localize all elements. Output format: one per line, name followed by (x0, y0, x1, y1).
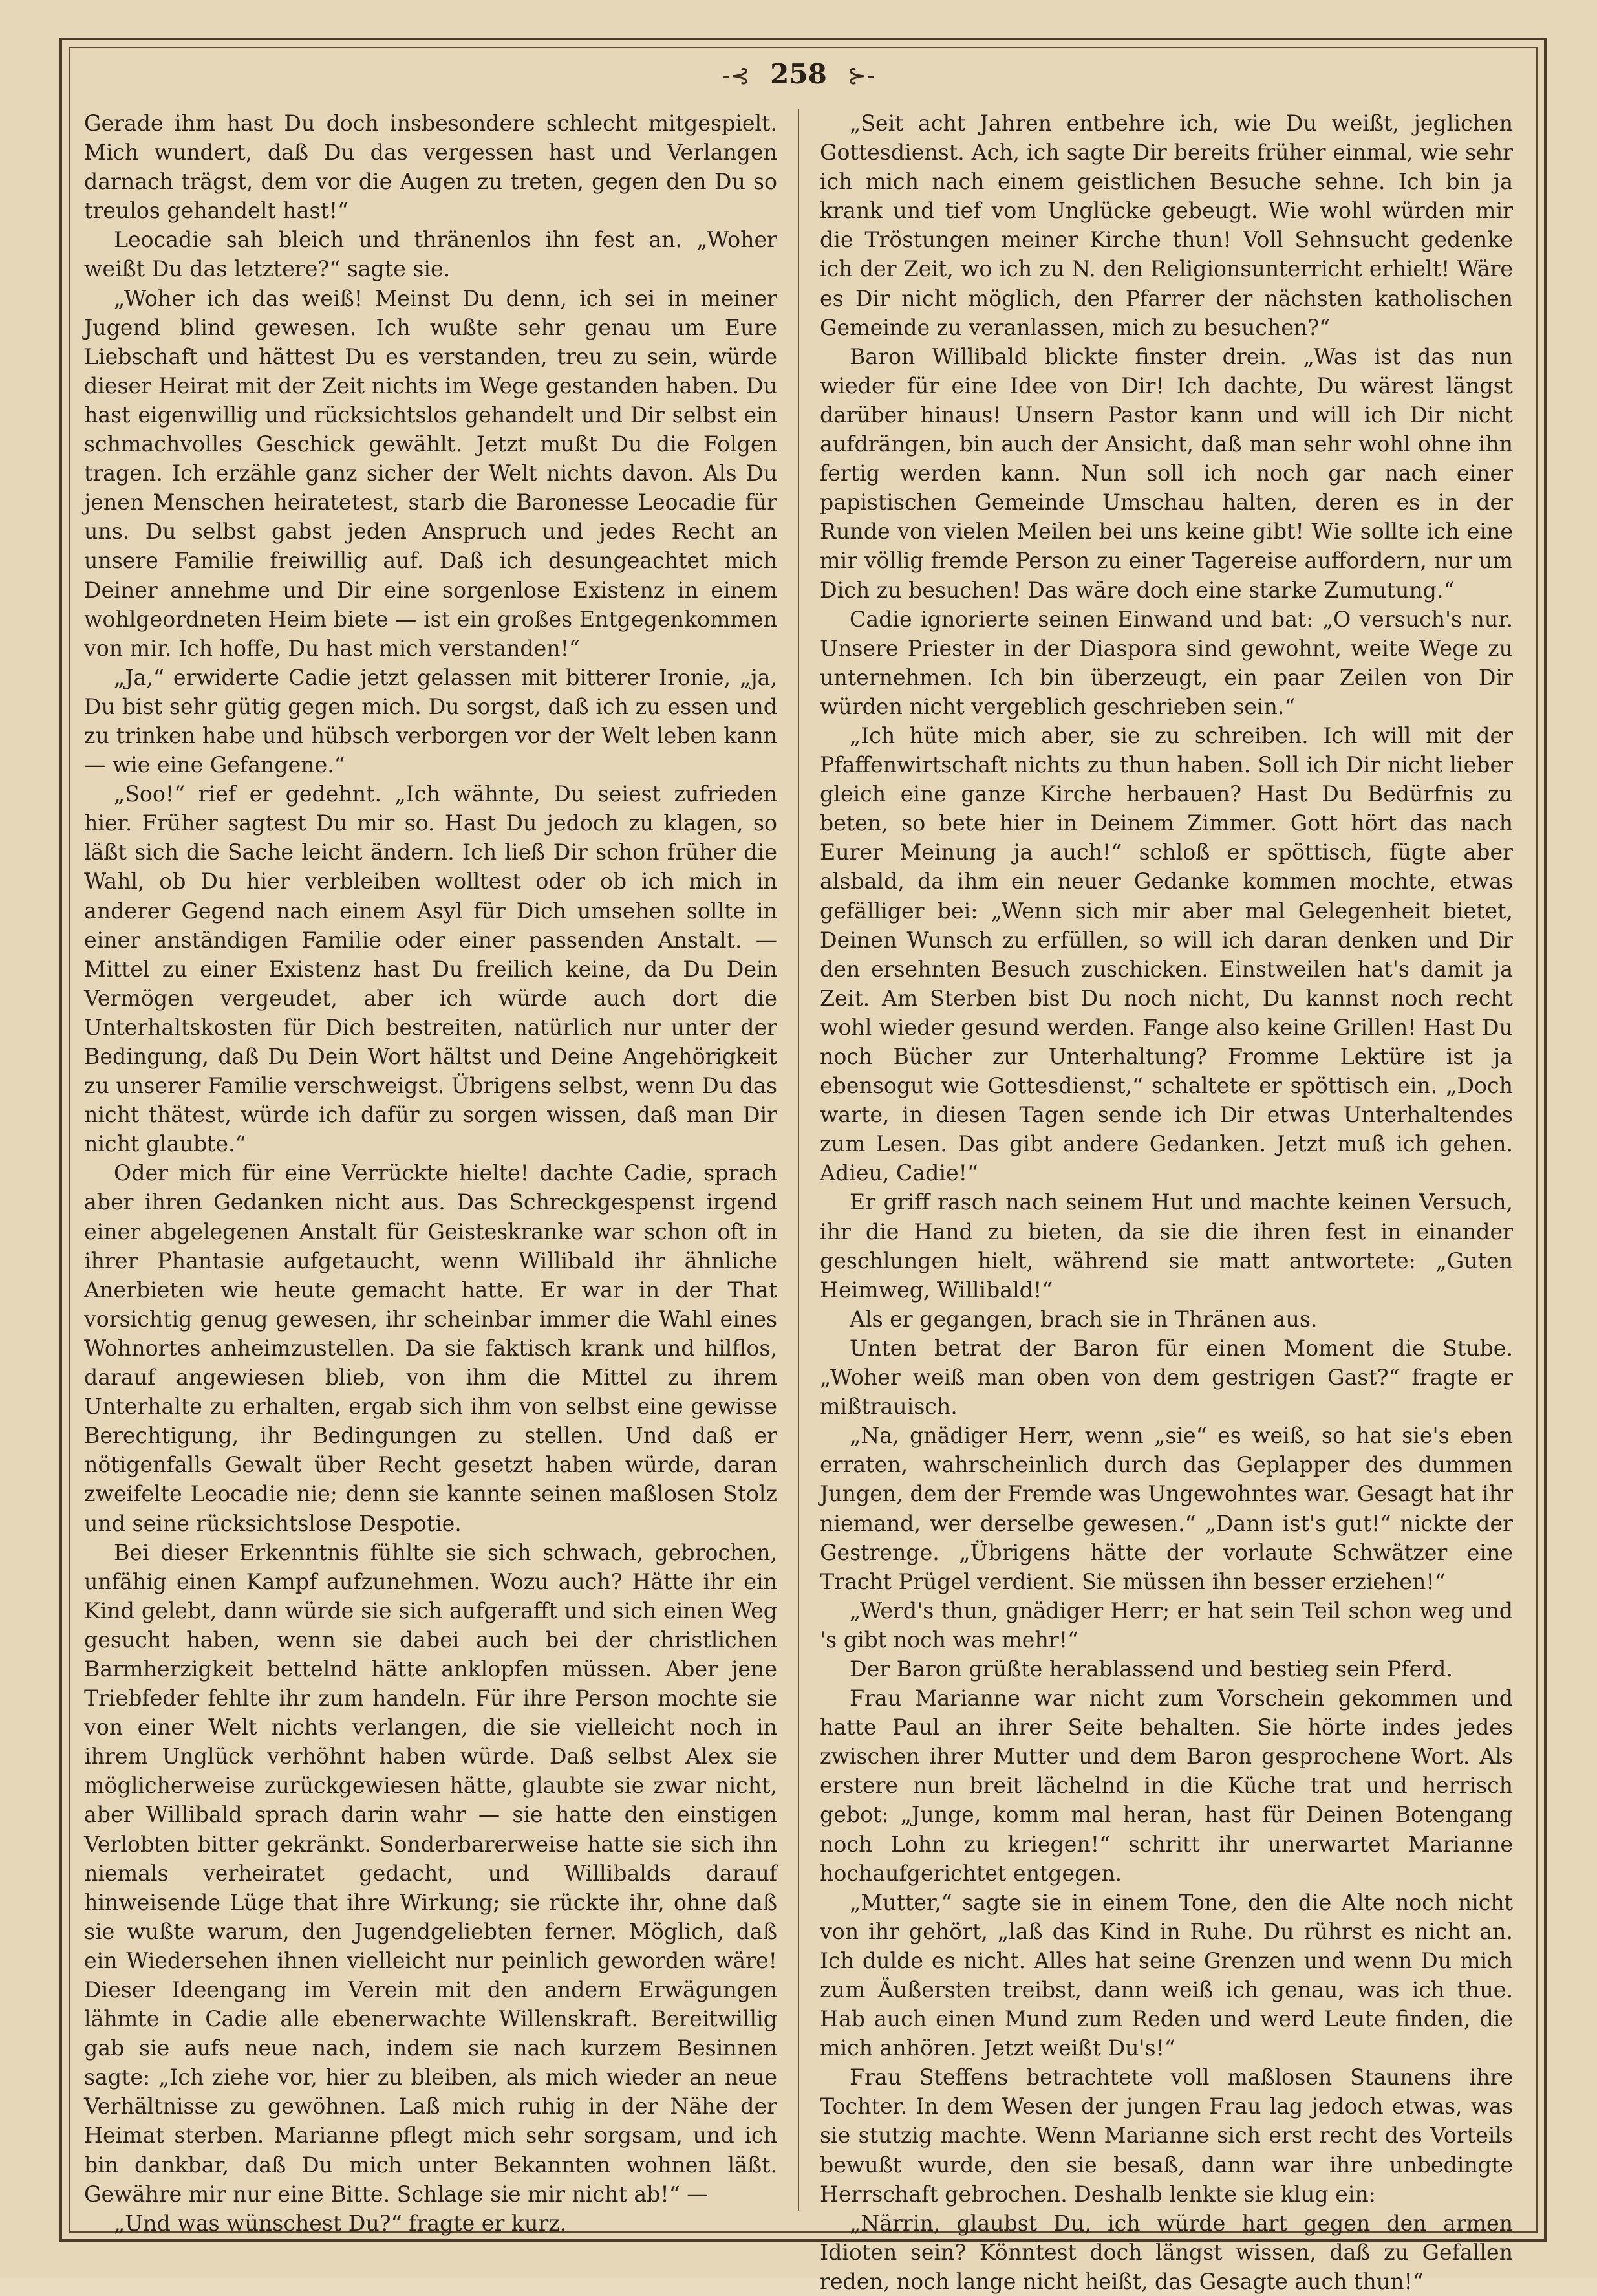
paragraph: „Soo!“ rief er gedehnt. „Ich wähnte, Du seiest zufrieden hier. Früher sagtest Du mir so. Hast Du jedoch zu klagen, so läßt sich die Sache leicht ändern. Ich ließ Dir schon früher die Wahl, ob Du hier verbleiben wolltest oder ob ich mich in anderer Gegend nach einem Asyl für Dich umsehen sollte in einer anständigen Familie oder einer passenden Anstalt. — Mittel zu einer Existenz hast Du freilich keine, da Du Dein Vermögen vergeudet, aber ich würde auch dort die Unterhaltskosten für Dich bestreiten, natürlich nur unter der Bedingung, daß Du Dein Wort hältst und Deine Angehörigkeit zu unserer Familie verschweigst. Übrigens selbst, wenn Du das nicht thätest, würde ich dafür zu sorgen wissen, daß man Dir nicht glaubte.“ (84, 781, 777, 1157)
paragraph: Gerade ihm hast Du doch insbesondere schlecht mitgespielt. Mich wundert, daß Du das vergessen hast und Verlangen darnach trägst, dem vor die Augen zu treten, gegen den Du so treulos gehandelt hast!“ (84, 111, 777, 224)
paragraph: Frau Marianne war nicht zum Vorschein gekommen und hatte Paul an ihrer Seite behalten. Sie hörte indes jedes zwischen ihrer Mutter und dem Baron gesprochene Wort. Als erstere nun breit lächelnd in die Küche trat und herrisch gebot: „Junge, komm mal heran, hast für Deinen Botengang noch Lohn zu kriegen!“ schritt ihr unerwartet Marianne hochaufgerichtet entgegen. (820, 1685, 1513, 1886)
paragraph: Cadie ignorierte seinen Einwand und bat: „O versuch's nur. Unsere Priester in der Diaspora sind gewohnt, weite Wege zu unternehmen. Ich bin überzeugt, ein paar Zeilen von Dir würden nicht vergeblich geschrieben sein.“ (820, 606, 1513, 719)
page-header (0, 52, 1597, 97)
left-column (84, 109, 777, 2236)
paragraph: Als er gegangen, brach sie in Thränen aus. (850, 1306, 1318, 1332)
paragraph: Leocadie sah bleich und thränenlos ihn fest an. „Woher weißt Du das letztere?“ sagte sie. (84, 227, 777, 282)
paragraph: „Mutter,“ sagte sie in einem Tone, den die Alte noch nicht von ihr gehört, „laß das Kind in Ruhe. Du rührst es nicht an. Ich dulde es nicht. Alles hat seine Grenzen und wenn Du mich zum Äußersten treibst, dann weiß ich genau, was ich thue. Hab auch einen Mund zum Reden und werd Leute finden, die mich anhören. Jetzt weißt Du's!“ (820, 1889, 1513, 2061)
paragraph: Baron Willibald blickte finster drein. „Was ist das nun wieder für eine Idee von Dir! Ich dachte, Du wärest längst darüber hinaus! Unsern Pastor kann und will ich Dir nicht aufdrängen, bin auch der Ansicht, daß man sehr wohl ohne ihn fertig werden kann. Nun soll ich noch gar nach einer papistischen Gemeinde Umschau halten, deren es in der Runde von vielen Meilen bei uns keine gibt! Wie sollte ich eine mir völlig fremde Person zu einer Tagereise auffordern, nur um Dich zu besuchen! Das wäre doch eine starke Zumutung.“ (820, 343, 1513, 603)
paragraph: „Und was wünschest Du?“ fragte er kurz. (114, 2210, 567, 2236)
paragraph: Frau Steffens betrachtete voll maßlosen Staunens ihre Tochter. In dem Wesen der jungen Frau lag jedoch etwas, was sie stutzig machte. Wenn Marianne sich erst recht des Vorteils bewußt wurde, den sie besaß, dann war ihre unbedingte Herrschaft gebrochen. Deshalb lenkte sie klug ein: (820, 2064, 1513, 2207)
paragraph: Oder mich für eine Verrückte hielte! dachte Cadie, sprach aber ihren Gedanken nicht aus. Das Schreckgespenst irgend einer abgelegenen Anstalt für Geisteskranke war schon oft in ihrer Phantasie aufgetaucht, wenn Willibald ihr ähnliche Anerbieten wie heute gemacht hatte. Er war in der That vorsichtig genug gewesen, ihr scheinbar immer die Wahl eines Wohnortes anheimzustellen. Da sie faktisch krank und hilflos, darauf angewiesen blieb, von ihm die Mittel zu ihrem Unterhalte zu erhalten, ergab sich ihm von selbst eine gewisse Berechtigung, ihr Bedingungen zu stellen. Und daß er nötigenfalls Gewalt über Recht gesetzt haben würde, daran zweifelte Leocadie nie; denn sie kannte seinen maßlosen Stolz und seine rücksichtslose Despotie. (84, 1160, 777, 1536)
paragraph: Unten betrat der Baron für einen Moment die Stube. „Woher weiß man oben von dem gestrigen Gast?“ fragte er mißtrauisch. (820, 1335, 1513, 1420)
ornament-left: -⊰ (722, 63, 750, 89)
paragraph: Er griff rasch nach seinem Hut und machte keinen Versuch, ihr die Hand zu bieten, da sie die ihren fest in einander geschlungen hielt, während sie matt antwortete: „Guten Heimweg, Willibald!“ (820, 1189, 1513, 1303)
paragraph: „Werd's thun, gnädiger Herr; er hat sein Teil schon weg und 's gibt noch was mehr!“ (820, 1597, 1513, 1652)
paragraph: „Seit acht Jahren entbehre ich, wie Du weißt, jeglichen Gottesdienst. Ach, ich sagte Dir bereits früher einmal, wie sehr ich mich nach einem geistlichen Besuche sehne. Ich bin ja krank und tief vom Unglücke gebeugt. Wie wohl würden mir die Tröstungen meiner Kirche thun! Voll Sehnsucht gedenke ich der Zeit, wo ich zu N. den Religionsunterricht erhielt! Wäre es Dir nicht möglich, den Pfarrer der nächsten katholischen Gemeinde zu veranlassen, mich zu besuchen?“ (820, 111, 1513, 340)
paragraph: Der Baron grüßte herablassend und bestieg sein Pferd. (850, 1656, 1453, 1682)
paragraph: „Na, gnädiger Herr, wenn „sie“ es weiß, so hat sie's eben erraten, wahrscheinlich durch das Geplapper des dummen Jungen, dem der Fremde was Ungewohntes war. Gesagt hat ihr niemand, wer derselbe gewesen.“ „Dann ist's gut!“ nickte der Gestrenge. „Übrigens hätte der vorlaute Schwätzer eine Tracht Prügel verdient. Sie müssen ihn besser erziehen!“ (820, 1423, 1513, 1594)
ornament-right: ⊱- (847, 63, 875, 89)
page-number: 258 (770, 58, 827, 90)
paragraph: „Ich hüte mich aber, sie zu schreiben. Ich will mit der Pfaffenwirtschaft nichts zu thun haben. Soll ich Dir nicht lieber gleich eine ganze Kirche herbauen? Hast Du Bedürfnis zu beten, so bete hier in Deinem Zimmer. Gott hört das nach Eurer Meinung ja auch!“ schloß er spöttisch, fügte aber alsbald, da ihm ein neuer Gedanke kommen mochte, etwas gefälliger bei: „Wenn sich mir aber mal Gelegenheit bietet, Deinen Wunsch zu erfüllen, so will ich daran denken und Dir den ersehnten Besuch zuschicken. Einstweilen hat's damit ja Zeit. Am Sterben bist Du noch nicht, Du kannst noch recht wohl wieder gesund werden. Fange also keine Grillen! Hast Du noch Bücher zur Unterhaltung? Fromme Lektüre ist ja ebensogut wie Gottesdienst,“ schaltete er spöttisch ein. „Doch warte, in diesen Tagen sende ich Dir etwas Unterhaltendes zum Lesen. Das gibt andere Gedanken. Jetzt muß ich gehen. Adieu, Cadie!“ (820, 722, 1513, 1186)
paragraph: „Ja,“ erwiderte Cadie jetzt gelassen mit bitterer Ironie, „ja, Du bist sehr gütig gegen mich. Du sorgst, daß ich zu essen und zu trinken habe und hübsch verborgen vor der Welt leben kann — wie eine Gefangene.“ (84, 664, 777, 778)
paragraph: „Woher ich das weiß! Meinst Du denn, ich sei in meiner Jugend blind gewesen. Ich wußte sehr genau um Eure Liebschaft und hättest Du es verstanden, treu zu sein, würde dieser Heirat mit der Zeit nichts im Wege gestanden haben. Du hast eigenwillig und rücksichtslos gehandelt und Dir selbst ein schmachvolles Geschick gewählt. Jetzt mußt Du die Folgen tragen. Ich erzähle ganz sicher der Welt nichts davon. Als Du jenen Menschen heiratetest, starb die Baronesse Leocadie für uns. Du selbst gabst jeden Anspruch und jedes Recht an unsere Familie freiwillig auf. Daß ich desungeachtet mich Deiner annehme und Dir eine sorgenlose Existenz in einem wohlgeordneten Heim biete — ist ein großes Entgegenkommen von mir. Ich hoffe, Du hast mich verstanden!“ (84, 285, 777, 661)
right-column (820, 109, 1513, 2294)
column-divider (798, 109, 799, 2211)
paragraph: Bei dieser Erkenntnis fühlte sie sich schwach, gebrochen, unfähig einen Kampf aufzunehmen. Wozu auch? Hätte ihr ein Kind gelebt, dann würde sie sich aufgerafft und sich einen Weg gesucht haben, wenn sie dabei auch bei der christlichen Barmherzigkeit bettelnd hätte anklopfen müssen. Aber jene Triebfeder fehlte ihr zum handeln. Für ihre Person mochte sie von einer Welt nichts verlangen, die sie vielleicht noch in ihrem Unglück verhöhnt haben würde. Daß selbst Alex sie möglicherweise zurückgewiesen hätte, glaubte sie zwar nicht, aber Willibald sprach darin wahr — sie hatte den einstigen Verlobten bitter gekränkt. Sonderbarerweise hatte sie sich ihn niemals verheiratet gedacht, und Willibalds darauf hinweisende Lüge that ihre Wirkung; sie rückte ihr, ohne daß sie wußte warum, den Jugendgeliebten ferner. Möglich, daß ein Wiedersehen ihnen vielleicht nur peinlich geworden wäre! Dieser Ideengang im Verein mit den andern Erwägungen lähmte in Cadie alle ebenerwachte Willenskraft. Bereitwillig gab sie aufs neue nach, indem sie nach kurzem Besinnen sagte: „Ich ziehe vor, hier zu bleiben, als mich wieder an neue Verhältnisse zu gewöhnen. Laß mich ruhig in der Nähe der Heimat sterben. Marianne pflegt mich sehr sorgsam, und ich bin dankbar, daß Du mich unter Bekannten wohnen läßt. Gewähre mir nur eine Bitte. Schlage sie mir nicht ab!“ — (84, 1539, 777, 2207)
paragraph: „Närrin, glaubst Du, ich würde hart gegen den armen Idioten sein? Könntest doch längst wissen, daß zu Gefallen reden, noch lange nicht heißt, das Gesagte auch thun!“ (820, 2210, 1513, 2294)
